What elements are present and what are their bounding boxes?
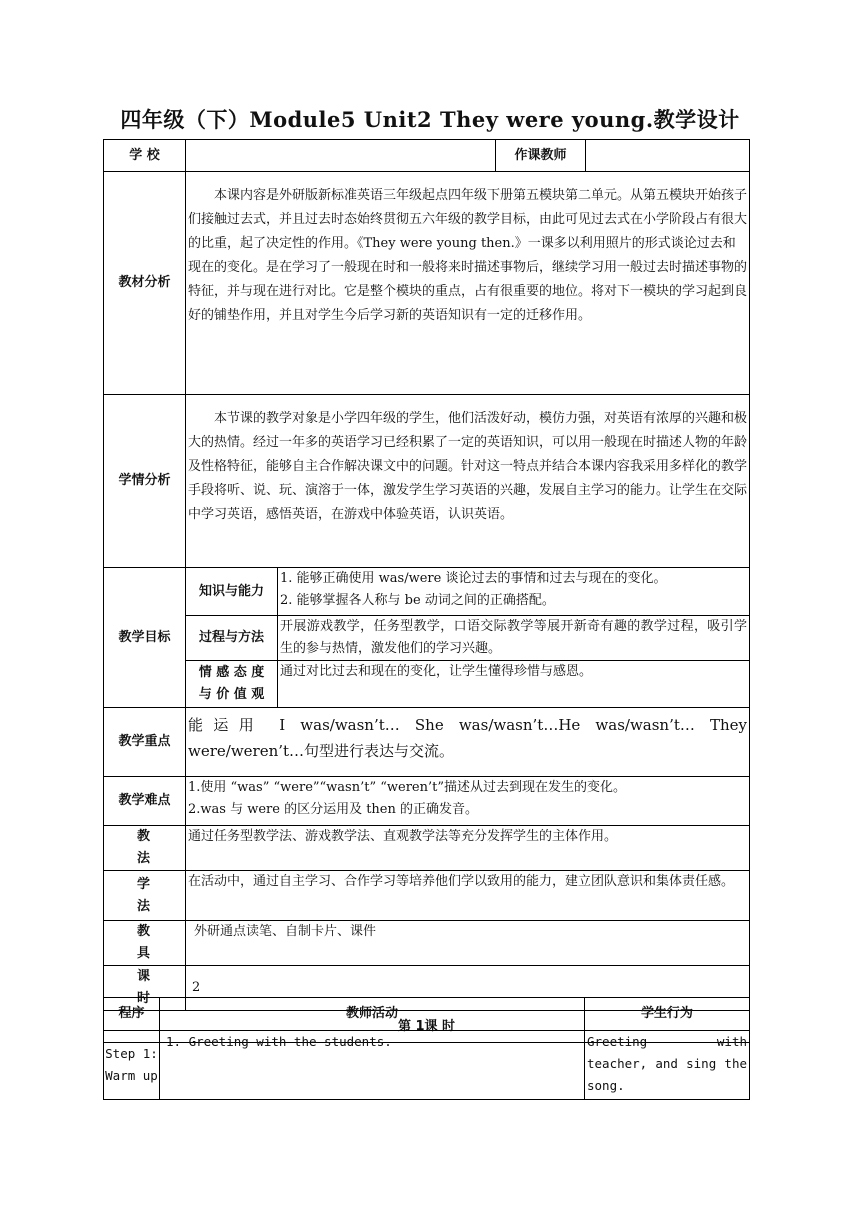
- key-points-label: 教学重点: [104, 708, 186, 777]
- knowledge-text: [278, 568, 750, 616]
- student-analysis-row: [104, 395, 750, 568]
- key-points-row: [104, 708, 750, 777]
- periods-text: 2: [186, 966, 750, 1011]
- student-analysis-label: 学情分析: [104, 395, 186, 568]
- procedure-row: [104, 1031, 750, 1100]
- knowledge-item-2: 2. 能够掌握各人称与 be 动词之间的正确搭配。: [280, 593, 555, 608]
- attitude-text: 通过对比过去和现在的变化，让学生懂得珍惜与感恩。: [278, 661, 750, 708]
- difficulties-row: [104, 777, 750, 826]
- procedure-col-student: 学生行为: [585, 998, 750, 1031]
- objective-process-row: [104, 616, 750, 661]
- procedure-table: [103, 997, 750, 1100]
- procedure-teacher-activity: 1. Greeting with the students.: [160, 1031, 585, 1100]
- procedure-step-line-2: Warm up: [105, 1068, 158, 1083]
- knowledge-label: 知识与能力: [186, 568, 278, 616]
- teaching-method-row: [104, 826, 750, 871]
- school-label: 学 校: [104, 140, 186, 172]
- process-label: 过程与方法: [186, 616, 278, 661]
- material-analysis-text: 本课内容是外研版新标准英语三年级起点四年级下册第五模块第二单元。从第五模块开始孩子们接触过去式，并且过去时态始终贯彻五六年级的教学目标，由此可见过去式在小学阶段占有很大的比重，起了决定性的作用。《They were young then.》一课多以利用照片的形式谈论过去和现在的变化。是在学习了一般现在时和一般将来时描述事物后，继续学习用一般过去时描述事物的特征，并与现在进行对比。它是整个模块的重点，占有很重要的地位。将对下一模块的学习起到良好的铺垫作用，并且对学生今后学习新的英语知识有一定的迁移作用。: [186, 172, 750, 395]
- tools-label: 教 具: [104, 921, 186, 966]
- objective-attitude-row: [104, 661, 750, 708]
- teacher-label: 作课教师: [496, 140, 586, 172]
- header-row: [104, 140, 750, 172]
- procedure-step-line-1: Step 1:: [105, 1046, 158, 1061]
- lesson-plan-table: [103, 139, 750, 1043]
- objective-knowledge-row: [104, 568, 750, 616]
- procedure-student-behavior: Greeting with teacher, and sing the song.: [585, 1031, 750, 1100]
- objectives-label: 教学目标: [104, 568, 186, 708]
- procedure-step: [104, 1031, 160, 1100]
- teaching-method-text: 通过任务型教学法、游戏教学法、直观教学法等充分发挥学生的主体作用。: [186, 826, 750, 871]
- attitude-label-line-1: 情 感 态 度: [198, 665, 265, 680]
- key-points-text: 能运用 I was/wasn’t… She was/wasn’t…He was/wasn’t… They were/weren’t…句型进行表达与交流。: [186, 708, 750, 777]
- procedure-col-teacher: 教师活动: [160, 998, 585, 1031]
- attitude-label: [186, 661, 278, 708]
- difficulty-item-1: 1.使用 “was” “were”“wasn’t” “weren’t”描述从过去到现在发生的变化。: [188, 780, 626, 795]
- school-value: [186, 140, 496, 172]
- procedure-col-step: 程序: [104, 998, 160, 1031]
- difficulties-label: 教学难点: [104, 777, 186, 826]
- difficulty-item-2: 2.was 与 were 的区分运用及 then 的正确发音。: [188, 802, 479, 817]
- lesson-heading: 第 1课 时: [104, 1011, 750, 1043]
- knowledge-item-1: 1. 能够正确使用 was/were 谈论过去的事情和过去与现在的变化。: [280, 571, 667, 586]
- material-analysis-row: [104, 172, 750, 395]
- tools-row: [104, 921, 750, 966]
- teaching-method-label: 教 法: [104, 826, 186, 871]
- periods-label: 课 时: [104, 966, 186, 1011]
- process-text: 开展游戏教学，任务型教学，口语交际教学等展开新奇有趣的教学过程，吸引学生的参与热情，激发他们的学习兴趣。: [278, 616, 750, 661]
- tools-text: 外研通点读笔、自制卡片、课件: [186, 921, 750, 966]
- student-analysis-text: 本节课的教学对象是小学四年级的学生，他们活泼好动，模仿力强，对英语有浓厚的兴趣和极大的热情。经过一年多的英语学习已经积累了一定的英语知识，可以用一般现在时描述人物的年龄及性格特征，能够自主合作解决课文中的问题。针对这一特点并结合本课内容我采用多样化的教学手段将听、说、玩、演溶于一体，激发学生学习英语的兴趣，发展自主学习的能力。让学生在交际中学习英语，感悟英语，在游戏中体验英语，认识英语。: [186, 395, 750, 568]
- difficulties-text: [186, 777, 750, 826]
- material-analysis-label: 教材分析: [104, 172, 186, 395]
- learning-method-row: [104, 871, 750, 921]
- teacher-value: [586, 140, 750, 172]
- learning-method-label: 学 法: [104, 871, 186, 921]
- learning-method-text: 在活动中，通过自主学习、合作学习等培养他们学以致用的能力，建立团队意识和集体责任感。: [186, 871, 750, 921]
- attitude-label-line-2: 与 价 值 观: [198, 687, 265, 702]
- page-title: 四年级（下）Module5 Unit2 They were young.教学设计: [120, 107, 740, 132]
- procedure-header-row: [104, 998, 750, 1031]
